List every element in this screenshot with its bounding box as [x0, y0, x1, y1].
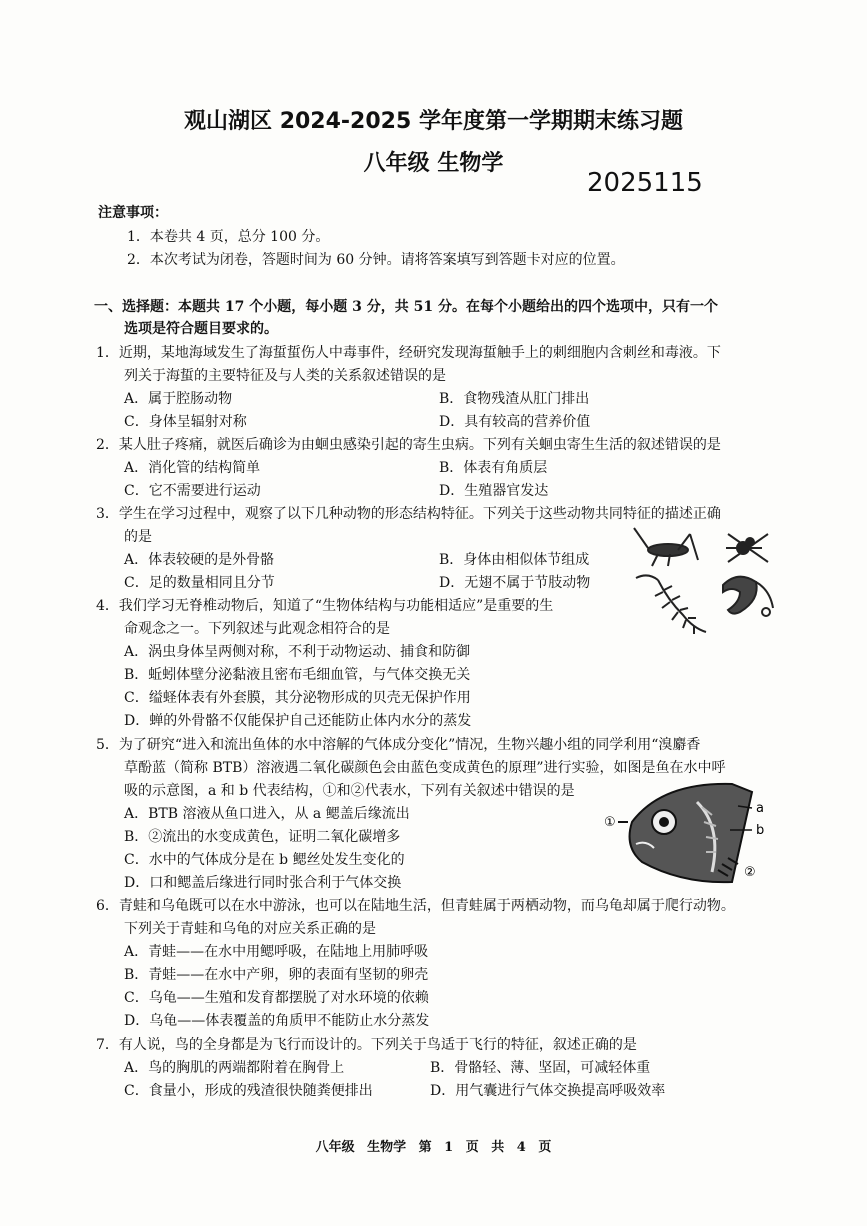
question-stem: 3．学生在学习过程中，观察了以下几种动物的形态结构特征。下列关于这些动物共同特征的描述正确 — [96, 506, 721, 522]
spider-icon — [726, 534, 768, 562]
question-stem: 下列关于青蛙和乌龟的对应关系正确的是 — [124, 921, 376, 937]
label-water-in: ① — [604, 815, 616, 830]
question-stem: 5．为了研究“进入和流出鱼体的水中溶解的气体成分变化”情况，生物兴趣小组的同学利用“溴麝香 — [96, 737, 701, 753]
question-stem: 2．某人肚子疼痛，就医后确诊为由蛔虫感染引起的寄生虫病。下列有关蛔虫寄生生活的叙述错误的是 — [96, 437, 721, 453]
shrimp-icon — [723, 577, 773, 616]
question-stem: 7．有人说，鸟的全身都是为飞行而设计的。下列关于鸟适于飞行的特征，叙述正确的是 — [96, 1037, 637, 1053]
option-a: A．属于腔肠动物 — [124, 391, 233, 407]
option-c: C．足的数量相同且分节 — [124, 575, 275, 591]
question-stem: 草酚蓝（简称 BTB）溶液遇二氧化碳颜色会由蓝色变成黄色的原理”进行实验，如图是鱼在水中呼 — [124, 760, 726, 776]
option-b: B．身体由相似体节组成 — [439, 552, 590, 568]
option-b: B．骨骼轻、薄、坚固，可减轻体重 — [430, 1060, 651, 1076]
option-c: C．它不需要进行运动 — [124, 483, 261, 499]
centipede-icon — [636, 575, 706, 634]
option-a: A．涡虫身体呈两侧对称，不利于动物运动、捕食和防御 — [124, 644, 471, 660]
option-d: D．口和鳃盖后缘进行同时张合利于气体交换 — [124, 875, 402, 891]
arthropods-figure — [628, 520, 778, 640]
question-stem: 6．青蛙和乌龟既可以在水中游泳，也可以在陆地生活，但青蛙属于两栖动物，而乌龟却属于爬行动物。 — [96, 898, 735, 914]
option-a: A．鸟的胸肌的两端都附着在胸骨上 — [124, 1060, 345, 1076]
option-b: B．体表有角质层 — [439, 460, 548, 476]
option-d: D．无翅不属于节肢动物 — [439, 575, 591, 591]
option-d: D．具有较高的营养价值 — [439, 414, 591, 430]
label-b: b — [756, 823, 765, 838]
label-a: a — [756, 801, 764, 816]
option-c: C．食量小，形成的残渣很快随粪便排出 — [124, 1083, 373, 1099]
option-d: D．蝉的外骨骼不仅能保护自己还能防止体内水分的蒸发 — [124, 713, 472, 729]
question-stem: 吸的示意图，a 和 b 代表结构，①和②代表水，下列有关叙述中错误的是 — [124, 783, 575, 799]
question-stem: 的是 — [124, 529, 152, 545]
fish-gill-figure — [602, 772, 782, 892]
question-stem: 列关于海蜇的主要特征及与人类的关系叙述错误的是 — [124, 368, 446, 384]
page-subtitle: 八年级 生物学 — [363, 151, 504, 176]
option-b: B．食物残渣从肛门排出 — [439, 391, 590, 407]
question-stem: 4．我们学习无脊椎动物后，知道了“生物体结构与功能相适应”是重要的生 — [96, 598, 554, 614]
option-d: D．用气囊进行气体交换提高呼吸效率 — [430, 1083, 666, 1099]
option-a: A．BTB 溶液从鱼口进入，从 a 鳃盖后缘流出 — [124, 806, 410, 822]
option-d: D．乌龟——体表覆盖的角质甲不能防止水分蒸发 — [124, 1013, 430, 1029]
notes-heading: 注意事项： — [98, 205, 168, 221]
option-b: B．②流出的水变成黄色，证明二氧化碳增多 — [124, 829, 401, 845]
section-heading: 选项是符合题目要求的。 — [124, 321, 278, 337]
option-c: C．身体呈辐射对称 — [124, 414, 247, 430]
option-d: D．生殖器官发达 — [439, 483, 549, 499]
fish-head-icon — [630, 784, 752, 882]
grasshopper-icon — [634, 528, 698, 566]
option-b: B．青蛙——在水中产卵，卵的表面有坚韧的卵壳 — [124, 967, 429, 983]
question-stem: 1．近期，某地海域发生了海蜇蜇伤人中毒事件，经研究发现海蜇触手上的刺细胞内含刺丝和毒液。下 — [96, 345, 721, 361]
option-c: C．水中的气体成分是在 b 鳃丝处发生变化的 — [124, 852, 405, 868]
note-item: 2．本次考试为闭卷，答题时间为 60 分钟。请将答案填写到答题卡对应的位置。 — [127, 252, 625, 268]
option-c: C．乌龟——生殖和发育都摆脱了对水环境的依赖 — [124, 990, 429, 1006]
label-water-out: ② — [744, 865, 756, 880]
option-a: A．体表较硬的是外骨骼 — [124, 552, 275, 568]
question-stem: 命观念之一。下列叙述与此观念相符合的是 — [124, 621, 390, 637]
section-heading: 一、选择题：本题共 17 个小题，每小题 3 分，共 51 分。在每个小题给出的四个选项中，只有一个 — [94, 299, 718, 315]
option-a: A．消化管的结构简单 — [124, 460, 261, 476]
page-footer: 八年级 生物学 第 1 页 共 4 页 — [315, 1140, 552, 1155]
option-a: A．青蛙——在水中用鳃呼吸，在陆地上用肺呼吸 — [124, 944, 429, 960]
option-b: B．蚯蚓体壁分泌黏液且密布毛细血管，与气体交换无关 — [124, 667, 471, 683]
note-item: 1．本卷共 4 页，总分 100 分。 — [127, 229, 330, 245]
page-title: 观山湖区 2024-2025 学年度第一学期期末练习题 — [184, 109, 683, 134]
option-c: C．缢蛏体表有外套膜，其分泌物形成的贝壳无保护作用 — [124, 690, 471, 706]
exam-code: 2025115 — [587, 168, 703, 198]
